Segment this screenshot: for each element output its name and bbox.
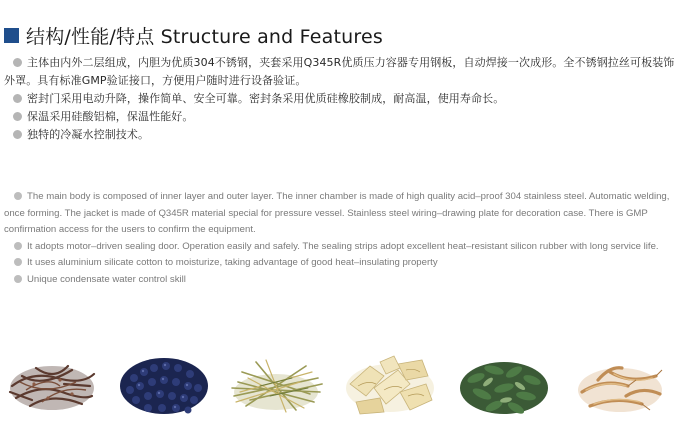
root-herb-icon bbox=[570, 326, 670, 426]
list-item bbox=[4, 54, 676, 90]
feature-text: 主体由内外二层组成，内胆为优质304不锈钢，夹套采用Q345R优质压力容器专用钢板，自动焊接一次成形。全不锈钢拉丝可板装饰外罩。具有标准GMP验证接口，方便用户随时进行设备验证。 bbox=[4, 56, 675, 87]
green-straw-herb-icon bbox=[226, 326, 326, 426]
feature-text: 保温采用硅酸铝棉，保温性能好。 bbox=[27, 110, 194, 123]
section-header bbox=[4, 22, 383, 48]
feature-text: 密封门采用电动升降，操作简单、安全可靠。密封条采用优质硅橡胶制成，耐高温，使用寿命长。 bbox=[27, 92, 505, 105]
bullet-icon bbox=[14, 258, 22, 266]
page-title: 结构/性能/特点 Structure and Features bbox=[26, 25, 383, 48]
list-item bbox=[4, 90, 676, 108]
dark-twig-herb-icon bbox=[2, 326, 102, 426]
bullet-icon bbox=[13, 130, 22, 139]
list-item bbox=[4, 189, 676, 239]
list-item bbox=[4, 255, 676, 272]
dark-berry-herb-icon bbox=[114, 326, 214, 426]
herb-gallery bbox=[0, 326, 680, 426]
bullet-icon bbox=[14, 275, 22, 283]
chinese-feature-list bbox=[4, 54, 676, 144]
feature-text: Unique condensate water control skill bbox=[27, 273, 186, 285]
feature-text: It adopts motor–driven sealing door. Operation easily and safely. The sealing strips adopt excellent heat–resistant silicon rubber with long service life. bbox=[27, 240, 659, 252]
bullet-icon bbox=[14, 242, 22, 250]
feature-text: It uses aluminium silicate cotton to moisturize, taking advantage of good heat–insulating property bbox=[27, 257, 438, 268]
list-item bbox=[4, 126, 676, 144]
list-item bbox=[4, 272, 676, 289]
pale-slice-herb-icon bbox=[340, 326, 440, 426]
english-feature-list bbox=[4, 189, 676, 288]
feature-text: The main body is composed of inner layer and outer layer. The inner chamber is made of high quality acid–proof 304 stainless steel. Automatic welding, once forming. The jacket is made of Q345R material special for pressure vessel. Stainless steel wiring–drawing plate for decoration case. There is GMP confirmation access for the users to confirm the equipment. bbox=[4, 191, 670, 235]
title-square-icon bbox=[4, 28, 19, 43]
bullet-icon bbox=[13, 112, 22, 121]
bullet-icon bbox=[13, 94, 22, 103]
bullet-icon bbox=[14, 192, 22, 200]
bullet-icon bbox=[13, 58, 22, 67]
list-item bbox=[4, 239, 676, 256]
list-item bbox=[4, 108, 676, 126]
green-leaf-herb-icon bbox=[454, 326, 554, 426]
feature-text: 独特的冷凝水控制技术。 bbox=[27, 128, 150, 141]
